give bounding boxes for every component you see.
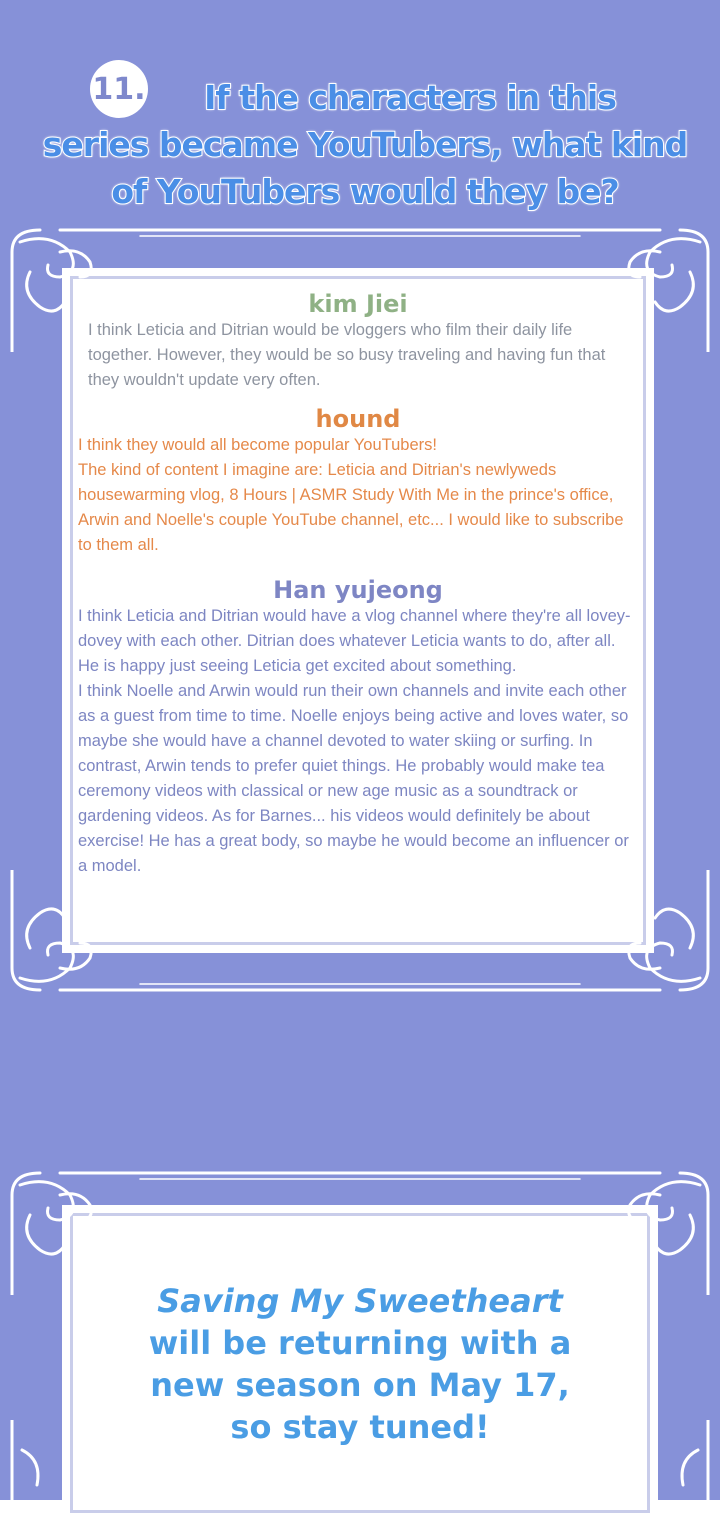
question-heading: [40, 71, 690, 215]
answer-text: I think Leticia and Ditrian would be vloggers who film their daily life together. However, they would be so busy traveling and having fun that they wouldn't update very often.: [88, 321, 606, 389]
announcement: [90, 1280, 630, 1448]
announcement-line-2: new season on May 17,: [150, 1366, 570, 1404]
series-title: Saving My Sweetheart: [157, 1282, 563, 1320]
answer-text: I think Noelle and Arwin would run their own channels and invite each other as a guest from time to time. Noelle enjoys being active and loves water, so maybe she would have a channel devoted to water skiing or surfing. In contrast, Arwin tends to prefer quiet things. He probably would make tea ceremony videos with classical or new age music as a soundtrack or gardening videos. As for Barnes... his videos would definitely be about exercise! He has a great body, so maybe he would become an influencer or a model.: [78, 682, 629, 875]
question-line-1: If the characters in this: [204, 78, 616, 117]
answer-hound: [78, 405, 638, 558]
announcement-line-1: will be returning with a: [148, 1324, 572, 1362]
ornate-frame-top-2: [0, 1165, 720, 1295]
answers-list: [78, 290, 638, 879]
ornate-frame-bottom: [0, 870, 720, 1000]
announcement-line-3: so stay tuned!: [230, 1408, 490, 1446]
answer-han-yujeong: [78, 576, 638, 879]
answer-text: The kind of content I imagine are: Leticia and Ditrian's newlyweds housewarming vlog, 8 Hours | ASMR Study With Me in the prince's office, Arwin and Noelle's couple YouTube channel, etc... I would like to subscribe to them all.: [78, 461, 624, 554]
question-number: 11.: [92, 71, 146, 107]
answer-text: I think they would all become popular YouTubers!: [78, 436, 437, 454]
question-line-2: series became YouTubers, what kind: [42, 125, 688, 164]
question-line-3: of YouTubers would they be?: [111, 172, 619, 211]
answer-kim-jiei: [78, 290, 638, 393]
answer-author: kim Jiei: [308, 290, 408, 318]
answer-author: hound: [315, 405, 401, 433]
answer-author: Han yujeong: [273, 576, 443, 604]
answer-text: I think Leticia and Ditrian would have a vlog channel where they're all lovey-dovey with each other. Ditrian does whatever Leticia wants to do, after all. He is happy just seeing Leticia get excited about something.: [78, 607, 631, 675]
